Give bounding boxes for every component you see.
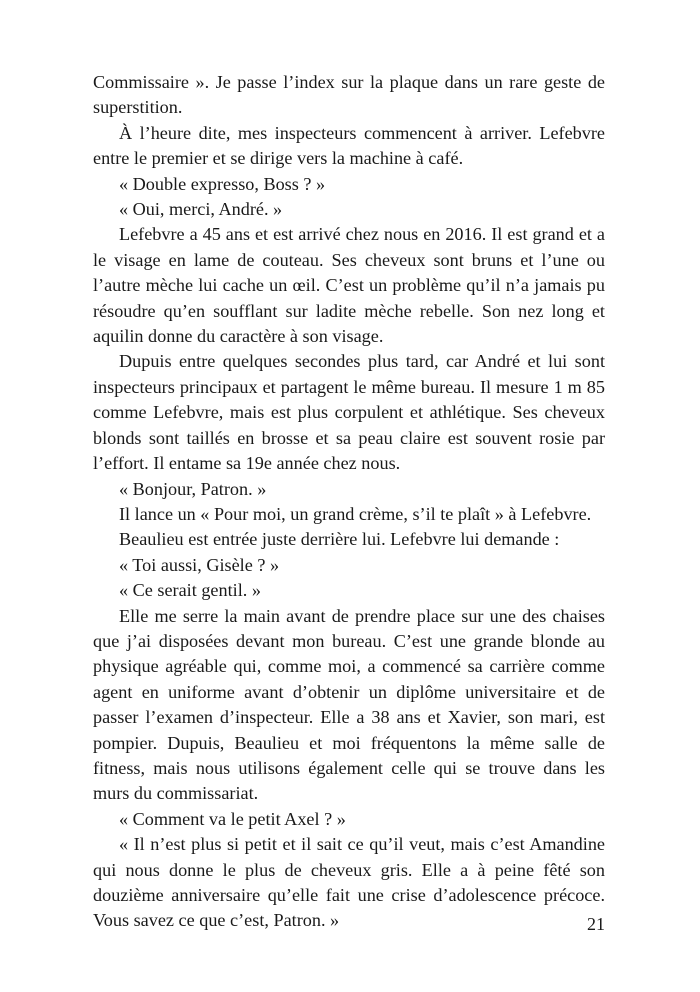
paragraph: Beaulieu est entrée juste derrière lui. Lefebvre lui demande : [119,529,560,550]
dialogue-line: « Bonjour, Patron. » [119,478,267,499]
paragraph: Commissaire ». Je passe l’index sur la plaque dans un rare geste de superstition. [93,72,605,118]
paragraph: À l’heure dite, mes inspecteurs commencent à arriver. Lefebvre entre le premier et se dirige vers la machine à café. [93,122,605,169]
dialogue-line: « Comment va le petit Axel ? » [119,808,346,829]
paragraph: « Il n’est plus si petit et il sait ce qu’il veut, mais c’est Amandine qui nous donne le plus de cheveux gris. Elle a à peine fêté son douzième anniversaire qu’elle fait une crise d’adolescence précoce. Vous savez ce que c’est, Patron. » [93,834,605,931]
paragraph: Lefebvre a 45 ans et est arrivé chez nous en 2016. Il est grand et a le visage en lame de couteau. Ses cheveux sont bruns et l’une ou l’autre mèche lui cache un œil. C’est un problème qu’il n’a jamais pu résoudre qu’en soufflant sur ladite mèche rebelle. Son nez long et aquilin donne du caractère à son visage. [93,224,605,347]
dialogue-line: « Toi aussi, Gisèle ? » [119,554,280,575]
dialogue-line: « Double expresso, Boss ? » [119,173,326,194]
paragraph: Elle me serre la main avant de prendre place sur une des chaises que j’ai disposées devant mon bureau. C’est une grande blonde au physique agréable qui, comme moi, a commencé sa carrière comme agent en uniforme avant d’obtenir un diplôme universitaire et de passer l’examen d’inspecteur. Elle a 38 ans et Xavier, son mari, est pompier. Dupuis, Beaulieu et moi fréquentons la même salle de fitness, mais nous utilisons également celle qui se trouve dans les murs du commissariat. [93,605,605,804]
page-number: 21 [587,914,605,934]
paragraph: Dupuis entre quelques secondes plus tard, car André et lui sont inspecteurs principaux et partagent le même bureau. Il mesure 1 m 85 comme Lefebvre, mais est plus corpulent et athlétique. Ses cheveux blonds sont taillés en brosse et sa peau claire est souvent rosie par l’effort. Il entame sa 19e année chez nous. [93,351,605,474]
paragraph: Il lance un « Pour moi, un grand crème, s’il te plaît » à Lefebvre. [119,503,592,524]
dialogue-line: « Ce serait gentil. » [119,580,261,601]
page-body [93,70,605,934]
dialogue-line: « Oui, merci, André. » [119,199,283,220]
